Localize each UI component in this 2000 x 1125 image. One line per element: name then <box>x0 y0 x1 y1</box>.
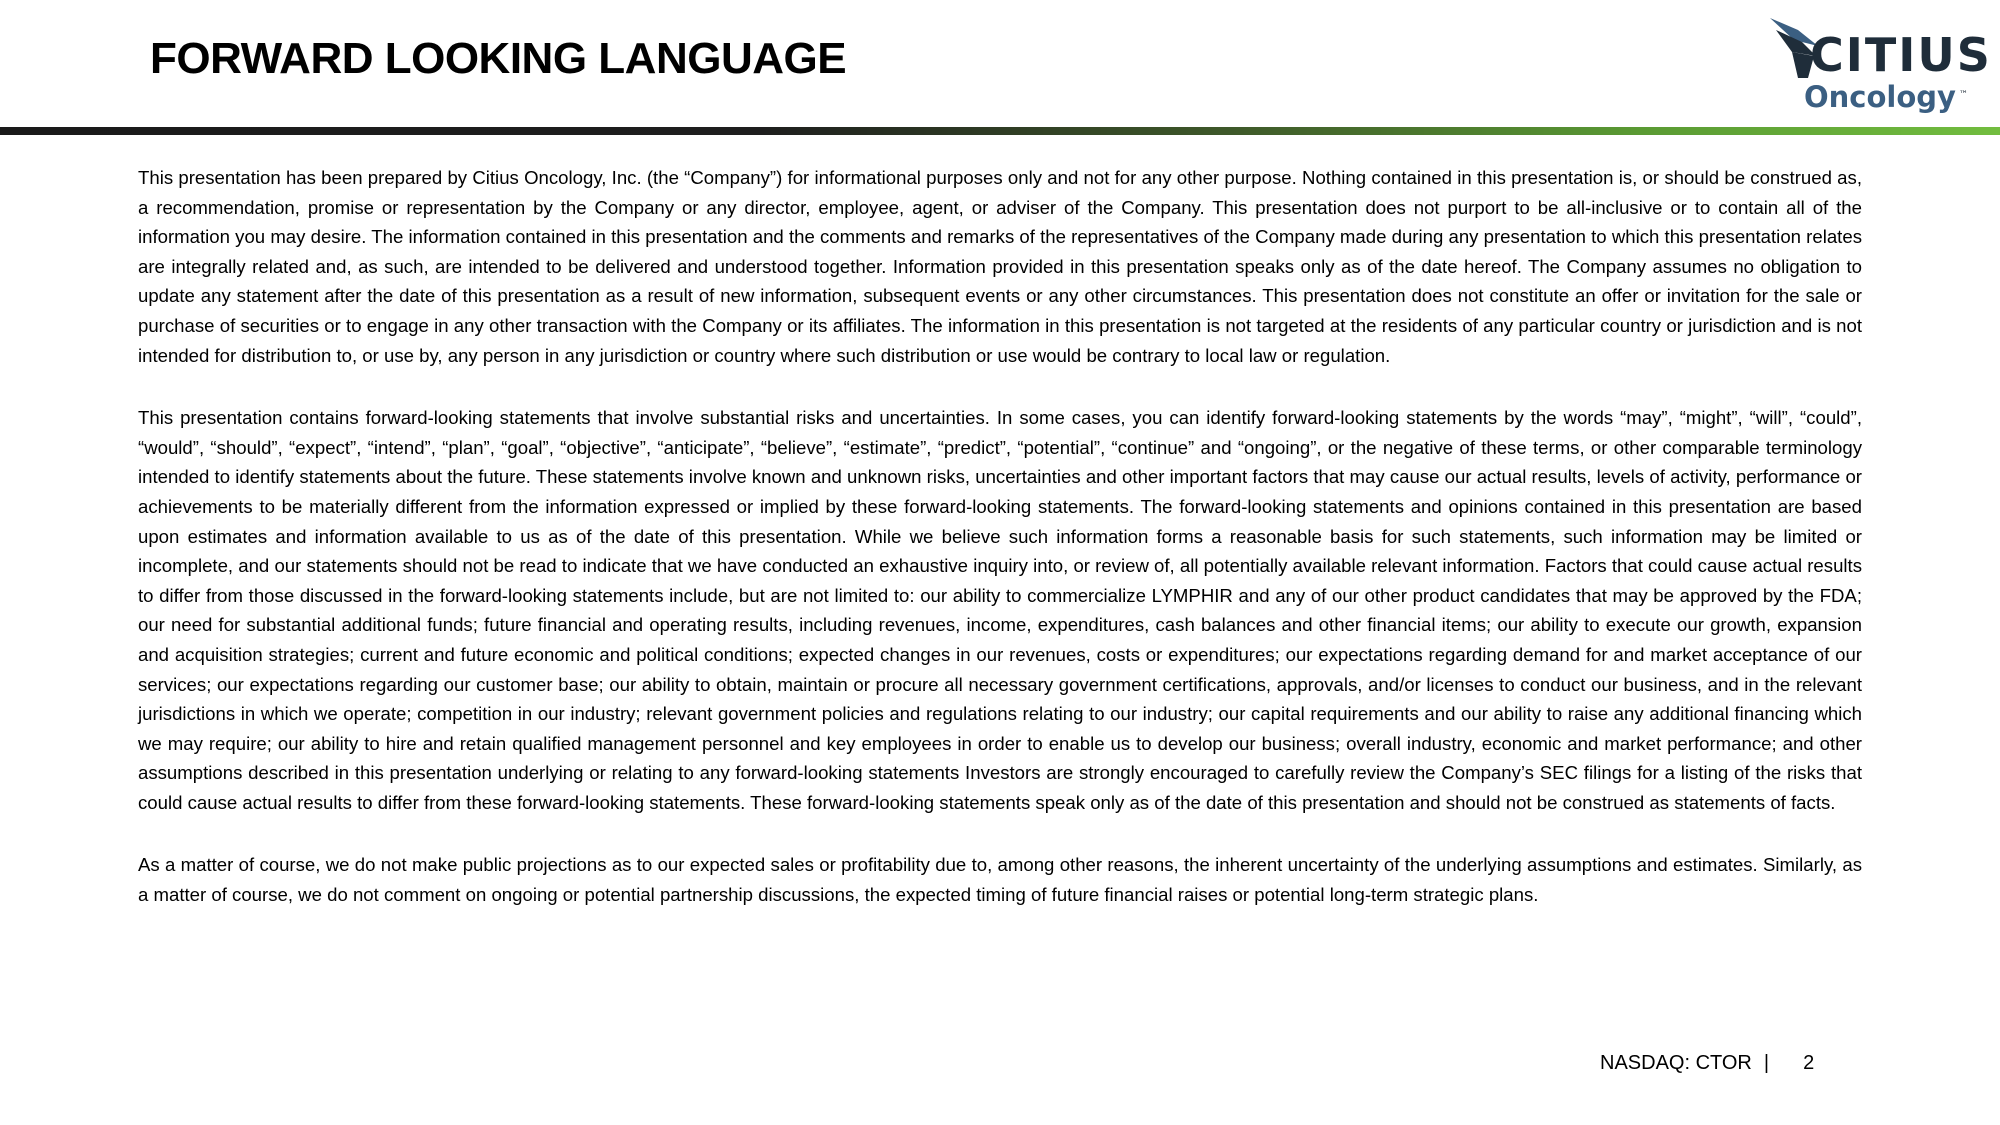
footer-separator: | <box>1763 1052 1770 1074</box>
slide-footer <box>1600 1052 1820 1075</box>
logo-wordmark: CITIUS <box>1810 28 1992 82</box>
paragraph-public-projections: As a matter of course, we do not make public projections as to our expected sales or profitability due to, among other reasons, the inherent uncertainty of the underlying assumptions and estimates. Similarly, as a matter of course, we do not comment on ongoing or potential partnership discussions, the expected timing of future financial raises or potential long-term strategic plans. <box>138 854 1862 906</box>
ticker-label: NASDAQ: CTOR <box>1600 1052 1752 1074</box>
header-divider <box>0 127 2000 135</box>
disclaimer-body <box>138 163 1862 910</box>
logo-trademark: ™ <box>1959 90 1968 100</box>
page-number: 2 <box>1803 1052 1815 1074</box>
slide-title: FORWARD LOOKING LANGUAGE <box>150 34 847 83</box>
citius-oncology-logo <box>1768 16 1992 114</box>
logo-subtitle: Oncology <box>1804 80 1956 114</box>
paragraph-forward-looking-statements: This presentation contains forward-looking statements that involve substantial risks and uncertainties. In some cases, you can identify forward-looking statements by the words “may”, “might”, “will”, “could”, “would”, “should”, “expect”, “intend”, “plan”, “goal”, “objective”, “anticipate”, “believe”, “estimate”, “predict”, “potential”, “continue” and “ongoing”, or the negative of these terms, or other comparable terminology intended to identify statements about the future. These statements involve known and unknown risks, uncertainties and other important factors that may cause our actual results, levels of activity, performance or achievements to be materially different from the information expressed or implied by these forward-looking statements. The forward-looking statements and opinions contained in this presentation are based upon estimates and information available to us as of the date of this presentation. While we believe such information forms a reasonable basis for such statements, such information may be limited or incomplete, and our statements should not be read to indicate that we have conducted an exhaustive inquiry into, or review of, all potentially available relevant information. Factors that could cause actual results to differ from those discussed in the forward-looking statements include, but are not limited to: our ability to commercialize LYMPHIR and any of our other product candidates that may be approved by the FDA; our need for substantial additional funds; future financial and operating results, including revenues, income, expenditures, cash balances and other financial items; our ability to execute our growth, expansion and acquisition strategies; current and future economic and political conditions; expected changes in our revenues, costs or expenditures; our expectations regarding demand for and market acceptance of our services; our expectations regarding our customer base; our ability to obtain, maintain or procure all necessary government certifications, approvals, and/or licenses to conduct our business, and in the relevant jurisdictions in which we operate; competition in our industry; relevant government policies and regulations relating to our industry; our capital requirements and our ability to raise any additional financing which we may require; our ability to hire and retain qualified management personnel and key employees in order to enable us to develop our business; overall industry, economic and market performance; and other assumptions described in this presentation underlying or relating to any forward-looking statements Investors are strongly encouraged to carefully review the Company’s SEC filings for a listing of the risks that could cause actual results to differ from these forward-looking statements. These forward-looking statements speak only as of the date of this presentation and should not be construed as statements of facts. <box>138 407 1863 813</box>
paragraph-informational-purposes: This presentation has been prepared by Citius Oncology, Inc. (the “Company”) for informational purposes only and not for any other purpose. Nothing contained in this presentation is, or should be construed as, a recommendation, promise or representation by the Company or any director, employee, agent, or adviser of the Company. This presentation does not purport to be all-inclusive or to contain all of the information you may desire. The information contained in this presentation and the comments and remarks of the representatives of the Company made during any presentation to which this presentation relates are integrally related and, as such, are intended to be delivered and understood together. Information provided in this presentation speaks only as of the date hereof. The Company assumes no obligation to update any statement after the date of this presentation as a result of new information, subsequent events or any other circumstances. This presentation does not constitute an offer or invitation for the sale or purchase of securities or to engage in any other transaction with the Company or its affiliates. The information in this presentation is not targeted at the residents of any particular country or jurisdiction and is not intended for distribution to, or use by, any person in any jurisdiction or country where such distribution or use would be contrary to local law or regulation. <box>138 167 1862 366</box>
